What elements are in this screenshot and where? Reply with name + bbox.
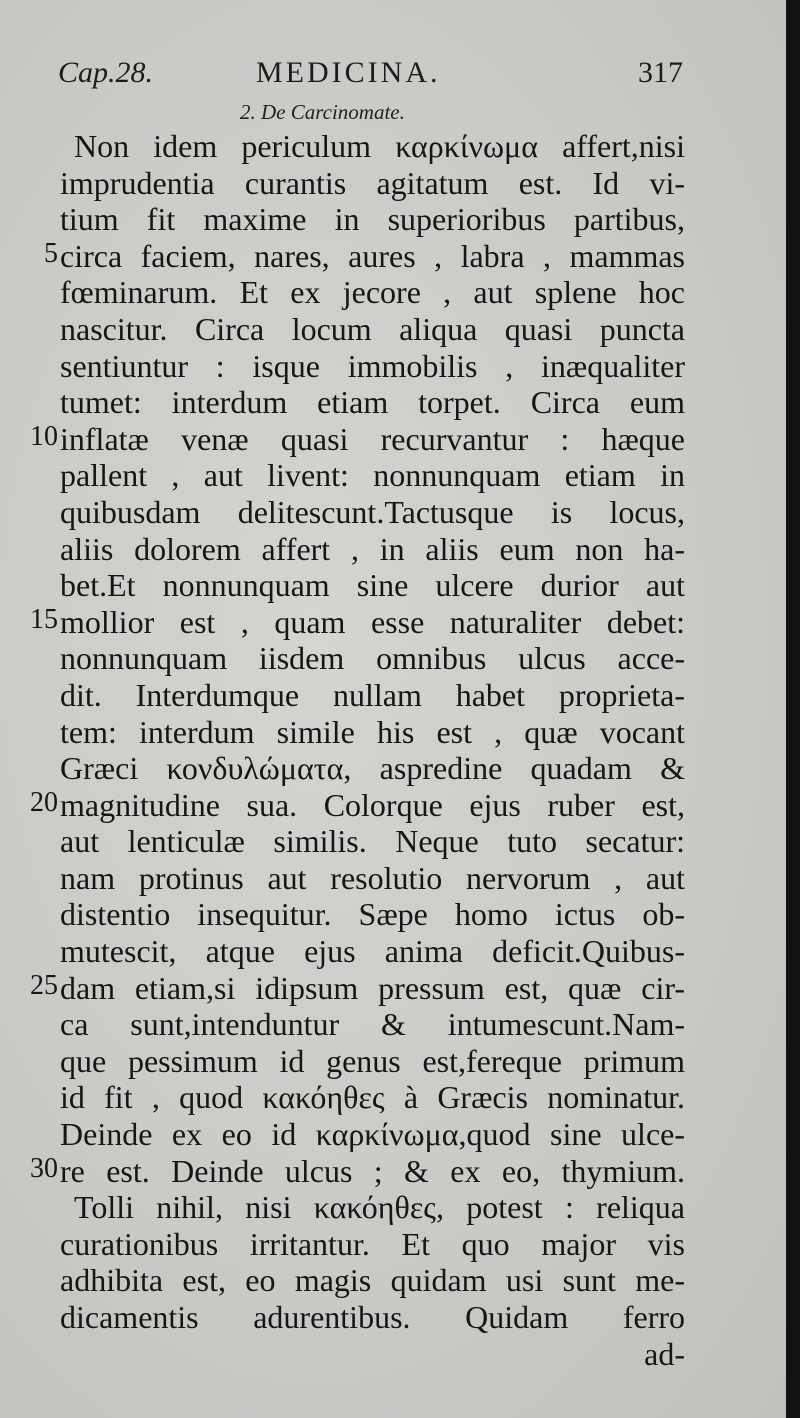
- text-line: tumet: interdum etiam torpet. Circa eum: [60, 384, 685, 421]
- text-line: bet.Et nonnunquam sine ulcere durior aut: [60, 567, 685, 604]
- text-line: magnitudine sua. Colorque ejus ruber est,: [60, 786, 685, 823]
- text-line: nam protinus aut resolutio nervorum , aut: [60, 859, 685, 896]
- text-line: distentio insequitur. Sæpe homo ictus ob-: [60, 896, 685, 933]
- text-line: mutescit, atque ejus anima deficit.Quibus-: [60, 933, 685, 970]
- text-line: Tolli nihil, nisi κακόηθες, potest : reliqua: [74, 1189, 685, 1226]
- text-line: curationibus irritantur. Et quo major vis: [60, 1225, 685, 1262]
- text-line: inflatæ venæ quasi recurvantur : hæque: [60, 420, 685, 457]
- chapter-label: Cap.28.: [58, 56, 154, 89]
- text-line: que pessimum id genus est,fereque primum: [60, 1042, 685, 1079]
- line-number: 5: [44, 237, 58, 269]
- body-text: [30, 128, 685, 1372]
- text-line: pallent , aut livent: nonnunquam etiam in: [60, 457, 685, 494]
- text-line: tem: interdum simile his est , quæ vocant: [60, 713, 685, 750]
- line-number: 20: [30, 786, 58, 818]
- text-line: tium fit maxime in superioribus partibus,: [60, 201, 685, 238]
- text-line: adhibita est, eo magis quidam usi sunt me-: [60, 1262, 685, 1299]
- text-line: Græci κονδυλώματα, aspredine quadam &: [60, 750, 685, 787]
- page-edge-shadow: [786, 0, 800, 1418]
- text-line: aut lenticulæ similis. Neque tuto secatur:: [60, 823, 685, 860]
- text-line: fœminarum. Et ex jecore , aut splene hoc: [60, 274, 685, 311]
- page-number: 317: [638, 56, 683, 89]
- running-title: MEDICINA.: [256, 56, 441, 89]
- text-line: Non idem periculum καρκίνωμα affert,nisi: [74, 128, 685, 164]
- catchword: ad-: [644, 1335, 685, 1372]
- text-line: sentiuntur : isque immobilis , inæqualiter: [60, 347, 685, 384]
- text-line: id fit , quod κακόηθες à Græcis nominatur.: [60, 1079, 685, 1116]
- section-heading: 2. De Carcinomate.: [240, 100, 405, 124]
- text-line: aliis dolorem affert , in aliis eum non ha-: [60, 530, 685, 567]
- text-line: imprudentia curantis agitatum est. Id vi-: [60, 164, 685, 201]
- running-header: [58, 56, 683, 100]
- text-line: ca sunt,intenduntur & intumescunt.Nam-: [60, 1006, 685, 1043]
- text-line: re est. Deinde ulcus ; & ex eo, thymium.: [60, 1152, 685, 1189]
- text-line: quibusdam delitescunt.Tactusque is locus,: [60, 493, 685, 530]
- line-number: 25: [30, 969, 58, 1001]
- text-line: Deinde ex eo id καρκίνωμα,quod sine ulce-: [60, 1116, 685, 1153]
- line-number: 10: [30, 420, 58, 452]
- line-number: 30: [30, 1152, 58, 1184]
- text-line: dicamentis adurentibus. Quidam ferro: [60, 1299, 685, 1335]
- text-line: nonnunquam iisdem omnibus ulcus acce-: [60, 640, 685, 677]
- text-line: dam etiam,si idipsum pressum est, quæ cir-: [60, 969, 685, 1006]
- line-number: 15: [30, 603, 58, 635]
- text-line: dit. Interdumque nullam habet proprieta-: [60, 676, 685, 713]
- text-line: circa faciem, nares, aures , labra , mammas: [60, 237, 685, 274]
- text-line: mollior est , quam esse naturaliter debet:: [60, 603, 685, 640]
- text-line: nascitur. Circa locum aliqua quasi puncta: [60, 310, 685, 347]
